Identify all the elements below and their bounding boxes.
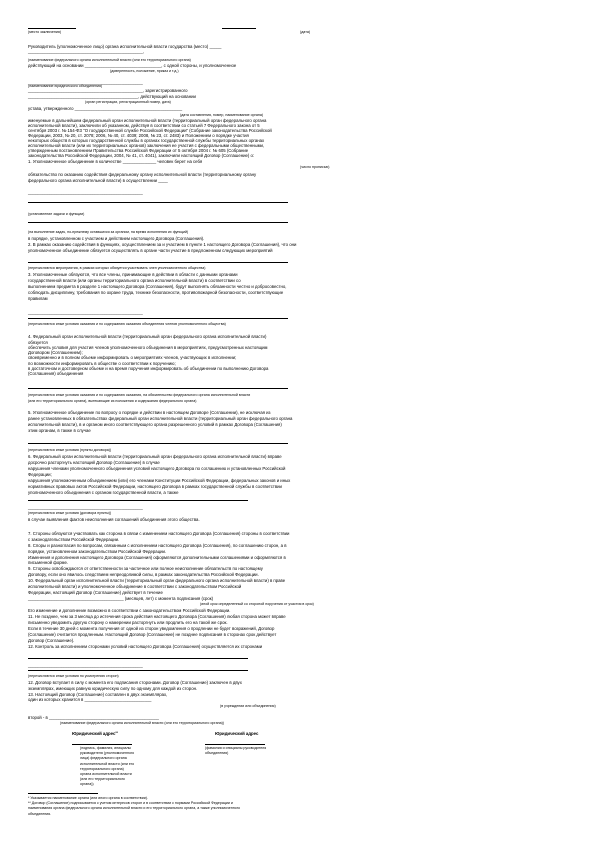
document-line: в достаточном и достоверном объеме и на время поручения информировать об объединении по выполнению Договора bbox=[28, 366, 269, 371]
document-line: ________________________________________________ bbox=[28, 663, 143, 668]
form-blank-line bbox=[28, 318, 288, 319]
document-line: 8. Споры и разногласия по вопросам, связанным с исполнением настоящего Договора (Соглашения), по соглашению сторон, а в bbox=[28, 543, 287, 548]
document-line: Федерации, 2003, № 20, ст. 2078; 2006, № 40, ст. 4039; 2008, № 23, ст. 2483) и Положением о порядке участия bbox=[28, 133, 249, 138]
document-line: этим органам, в также в случае bbox=[28, 428, 91, 433]
document-line: (доверенность, положение, приказ и т.д.) bbox=[110, 69, 179, 73]
form-blank-line bbox=[28, 670, 248, 671]
document-line: с законодательством Российской Федерации. bbox=[28, 537, 120, 542]
document-line: в случае выявления фактов неисполнения соглашений объединения этого общества. bbox=[28, 517, 200, 522]
document-line: ________________________________________________, bbox=[28, 49, 144, 54]
document-line: (перечисляются иные условия оказания и по содержанию оказания, на обязательство федерального органа исполнительной власти bbox=[28, 393, 251, 397]
document-line: (наименование федерального органа исполнительной власти (или его территориального органа) bbox=[28, 58, 191, 62]
document-line: утвержденным постановлением Правительства Российской Федерации от 5 октября 2004 г. № 605 (Собрание bbox=[28, 148, 249, 153]
document-line: Договор (Соглашение). bbox=[28, 638, 75, 643]
document-line: 3. Уполномоченные обязуются, что все члены, принимающие в действии в области с данными органами bbox=[28, 272, 238, 277]
document-line: 5. Уполномоченное объединение по вопросу о порядке и действии в настоящем Договоре (Соглашении), не исключая из bbox=[28, 410, 271, 415]
document-line: 2. В рамках оказанию содействия в функциях, осуществлением за и участием в пункте 1 настоящего Договора (Соглашения), что они bbox=[28, 242, 297, 247]
document-line: 13. Настоящий Договор (Соглашение) составлен в двух экземплярах, bbox=[28, 692, 168, 697]
document-line: соблюдать дисциплину, требования по охране труда, технике безопасности, противопожарной безопасности, соответствующие bbox=[28, 290, 284, 295]
document-line: ________________________________________________, зарегистрированного bbox=[28, 88, 188, 93]
document-line: Изменения и дополнения настоящего Договора (Соглашения) оформляются дополнительными соглашениями и оформляются в bbox=[28, 555, 286, 560]
signature-caption-line: территориального органа) bbox=[80, 766, 124, 771]
form-blank-line bbox=[28, 443, 288, 444]
document-line: обязательство по оказанию содействия федеральному органу исполнительной власти (территориальному органу bbox=[28, 172, 257, 177]
document-line: правилам bbox=[28, 296, 48, 301]
document-line: ______________________________________________, действующий на основании bbox=[28, 94, 196, 99]
document-line: (наименование юридического объединения) bbox=[28, 84, 103, 88]
document-line: Договору, если оно явилось следствием непреодолимой силы, в рамках законодательства Российской Федерации. bbox=[28, 572, 259, 577]
signature-left-title: Юридический адрес** bbox=[72, 731, 118, 736]
document-line: 7. Стороны обязуются участвовать как сторона в связи с изменением настоящего Договора (Соглашения) стороны в соответствии bbox=[28, 531, 290, 536]
document-line: обязуется bbox=[28, 340, 48, 345]
signature-caption-line: (или его территориального bbox=[80, 777, 125, 782]
document-line: второй - в ______________________________________________ bbox=[28, 715, 159, 720]
document-line: обеспечить условия для участия членов уполномоченного объединения в мероприятиях, предусмотренных настоящим bbox=[28, 345, 268, 350]
document-line: ________________________________________________ bbox=[28, 190, 143, 195]
document-line: ________________________________________________ bbox=[28, 310, 143, 315]
document-line: (орган регистрации, регистрационный номер, дата) bbox=[85, 100, 171, 104]
signature-caption-line: органа)) bbox=[80, 782, 94, 787]
form-blank-line bbox=[28, 202, 288, 203]
signature-left-line bbox=[72, 744, 132, 745]
document-line: (иной срок определенный со стороной поручения от участия в срок) bbox=[200, 602, 314, 606]
document-line: своевременно и в полном объеме информировать о мероприятиях членов, участвующих в исполнении; bbox=[28, 355, 237, 360]
place-blank-line bbox=[28, 28, 76, 29]
document-line: именуемые в дальнейшем федеральный орган исполнительной власти (территориальный орган федерального органа bbox=[28, 118, 267, 123]
document-line: исполнительной власти (или их территориальных органов) заключения ее участия с федеральными общественными, bbox=[28, 143, 265, 148]
document-line: (Соглашение) считается продленным. Настоящий Договор (Соглашение) не позднее подписания в сторонах срок действует bbox=[28, 632, 277, 637]
document-line: (установление задачи и функции) bbox=[28, 212, 85, 216]
document-line: Если в течение 30 дней с момента получения от одной из сторон уведомления о продлении не будет возражений, Договор bbox=[28, 626, 275, 631]
document-line: (перечисляются иные условия оказания и по содержанию оказания объединения членов уполномоченного общества) bbox=[28, 322, 226, 326]
form-blank-line bbox=[28, 222, 288, 223]
document-line: Федерации; bbox=[28, 472, 52, 477]
document-line: нарушения членами уполномоченного объединения условий настоящего Договора по соглашению и установленных Российской bbox=[28, 466, 286, 471]
form-blank-line bbox=[28, 500, 248, 501]
document-line: экземплярах, имеющих равную юридическую силу по одному для каждой из сторон. bbox=[28, 686, 198, 691]
document-line: государственной власти (или органы территориального органа исполнительной власти) в соответствии со bbox=[28, 278, 241, 283]
document-line: законодательства Российской Федерации, 2004, № 41, ст. 4041), заключили настоящий Договор (Соглашение) о: bbox=[28, 153, 255, 158]
document-line: Федерации, настоящий Договор (Соглашение) действует в течение bbox=[28, 590, 163, 595]
signature-caption-line: руководителя (уполномоченного bbox=[80, 751, 135, 756]
document-line: (на выполнение задач, по-прежнему оставшихся за органом, на время исполнения их функций) bbox=[28, 230, 189, 234]
signature-right-title: Юридический адрес bbox=[215, 731, 259, 736]
signature-caption-line: лица) федерального органа bbox=[80, 756, 127, 761]
document-line: порядке, установленном законодательством Российской Федерации. bbox=[28, 549, 167, 554]
document-line: 11. Не позднее, чем за 3 месяца до истечения срока действия настоящего Договора (Соглашения) любая сторона может вправе bbox=[28, 614, 286, 619]
document-line: 6. Федеральный орган исполнительной власти (территориальный орган федерального органа исполнительной власти) вправе bbox=[28, 454, 282, 459]
signature-caption-line: (фамилия и инициалы руководителя bbox=[205, 746, 267, 750]
document-line: (перечисляются мероприятия, в рамках которых обязуется участвовать член уполномоченного общества) bbox=[28, 266, 206, 270]
document-line: (Соглашения) объединения bbox=[28, 371, 84, 376]
document-line: 1. Уполномоченное объединение в количестве ______________ человек берет на себя bbox=[28, 159, 203, 164]
footnote-line: наименования органа федерального органа исполнительной власти и его территориального органа, а также уполномоченного bbox=[28, 806, 241, 811]
document-line: некоторых обществ в которых государственной службы в органах государственной службы территориальных органах bbox=[28, 138, 265, 143]
document-line: уполномоченного объединения с органом государственной власти, а также bbox=[28, 490, 179, 495]
document-line: Договором (Соглашением); bbox=[28, 350, 83, 355]
document-line: в порядке, установленном с участием и действием настоящего Договора (Соглашения). bbox=[28, 236, 205, 241]
document-line: (или его территориального органа), вытекающие из положения и содержания федерального органа) bbox=[28, 399, 197, 403]
document-line: 10. Федеральный орган исполнительной власти (территориальный орган федерального органа исполнительной власти) в праве bbox=[28, 578, 286, 583]
document-line: (перечисляются иные условия (договора пункты)) bbox=[28, 511, 112, 515]
document-line: по возможности информировать в обществе о соответствии к поручению; bbox=[28, 361, 176, 366]
document-line: ранее установленных в обязательствах федеральный орган исполнительной власти (территориальный орган федерального органа bbox=[28, 416, 293, 421]
document-line: устава, утвержденного _____________________________________________ bbox=[28, 106, 183, 111]
document-line: (перечисляются иные условия (пункты договора)) bbox=[28, 448, 112, 452]
document-line: выполнением предмета в разделе 1 настоящего Договора (Соглашения), будут выполнять обязанности честно и добросовестно, bbox=[28, 284, 287, 289]
date-caption: (дата) bbox=[300, 30, 311, 34]
signature-right-line bbox=[205, 744, 265, 745]
document-line: Руководитель (уполномоченное лицо) органа исполнительной власти государства (место) _____ bbox=[28, 44, 222, 49]
footnote-line: * Указывается наименование органа (или иного органа в соответствии). bbox=[28, 796, 148, 800]
document-line: исполнительной власти) и уполномоченное объединение в соответствии с законодательством Российской bbox=[28, 584, 242, 589]
document-line: (наименование федерального органа исполнительной власти (или его территориального органа)) bbox=[60, 721, 224, 725]
footnote-separator bbox=[28, 793, 98, 794]
signature-caption-line: (подпись, фамилия, инициалы bbox=[80, 746, 132, 750]
document-line: 12. Контроль за исполнением сторонами условий настоящего Договора (Соглашения) осуществляется их сторонами bbox=[28, 644, 263, 649]
document-line: (число прописью) bbox=[300, 165, 330, 169]
document-line: (в учреждении или объединения) bbox=[220, 704, 276, 708]
document-line: действующий на основании ________________________________, с одной стороны, и уполномоченное bbox=[28, 63, 237, 68]
signature-caption-line: исполнительной власти (или его bbox=[80, 761, 135, 766]
document-line: исполнительной власти), заключили об указанном, действуя в соответствии со статьей 7 Федерального закона от 5 bbox=[28, 123, 260, 128]
document-line: ________________________________________________ bbox=[28, 80, 143, 85]
document-line: сентября 2003 г. № 154-ФЗ "О государственной службе Российской Федерации" (Собрание законодательства Российской bbox=[28, 128, 272, 133]
form-blank-line bbox=[28, 262, 288, 263]
document-line: 12. Договор вступает в силу с момента его подписания сторонами. Договор (Соглашение) заключен в двух bbox=[28, 680, 242, 685]
document-line: 4. Федеральный орган исполнительной власти (территориальный орган федерального органа исполнительной власти) bbox=[28, 334, 267, 339]
document-line: письменно уведомить другую сторону о намерении расторгнуть или продлить его на такой же срок. bbox=[28, 620, 228, 625]
document-line: исполнительной власти), в и органом иного соответствующего органа разрешенного условий в рамках Договора (Соглашения) bbox=[28, 422, 282, 427]
document-line: федерального органа исполнительной власти) в осуществлении ____ bbox=[28, 178, 168, 183]
document-line: один из которых хранится в ____________________________ bbox=[28, 697, 152, 702]
document-line: ________________________________________ (месяцев, лет) с момента подписания (срок) bbox=[28, 596, 214, 601]
place-caption: (место заключения) bbox=[28, 30, 62, 34]
signature-caption-line: органа исполнительной власти bbox=[80, 772, 132, 776]
document-line: нарушения уполномоченным объединением (или) его членами Конституции Российской Федерации, федеральных законов и иных bbox=[28, 478, 291, 483]
document-line: нормативных правовых актов Российской Федерации, настоящего Договора в рамках государственной службы в соответствии bbox=[28, 484, 282, 489]
footnote-line: ** Договор (Соглашение) подписывается с учетом интересов сторон и в соответствии с нормами Российской Федерации и bbox=[28, 801, 233, 806]
form-blank-line bbox=[28, 658, 248, 659]
document-line: досрочно расторгнуть настоящий Договор (Соглашение) в случае bbox=[28, 460, 160, 465]
footnote-line: объединения. bbox=[28, 811, 52, 816]
document-line: 9. Стороны освобождаются от ответственности за частичное или полное неисполнение обязательств по настоящему bbox=[28, 566, 263, 571]
document-line: Его изменение и дополнение возможно в соответствии с законодательством Российской Федерации. bbox=[28, 608, 231, 613]
document-line: уполномоченное объединение обязуется осуществлять в органе части участие в предложенном следующих мероприятий bbox=[28, 248, 273, 253]
document-line: (дата составления, номер, наименование органа) bbox=[180, 113, 264, 117]
document-line: (перечисляются иные условия по усмотрению сторон) bbox=[28, 674, 119, 678]
document-line: ________________________________________________ bbox=[28, 505, 143, 510]
signature-caption-line: объединения) bbox=[205, 751, 229, 756]
date-blank-line bbox=[222, 28, 256, 29]
form-blank-line bbox=[28, 388, 288, 389]
document-line: письменной форме. bbox=[28, 560, 69, 565]
